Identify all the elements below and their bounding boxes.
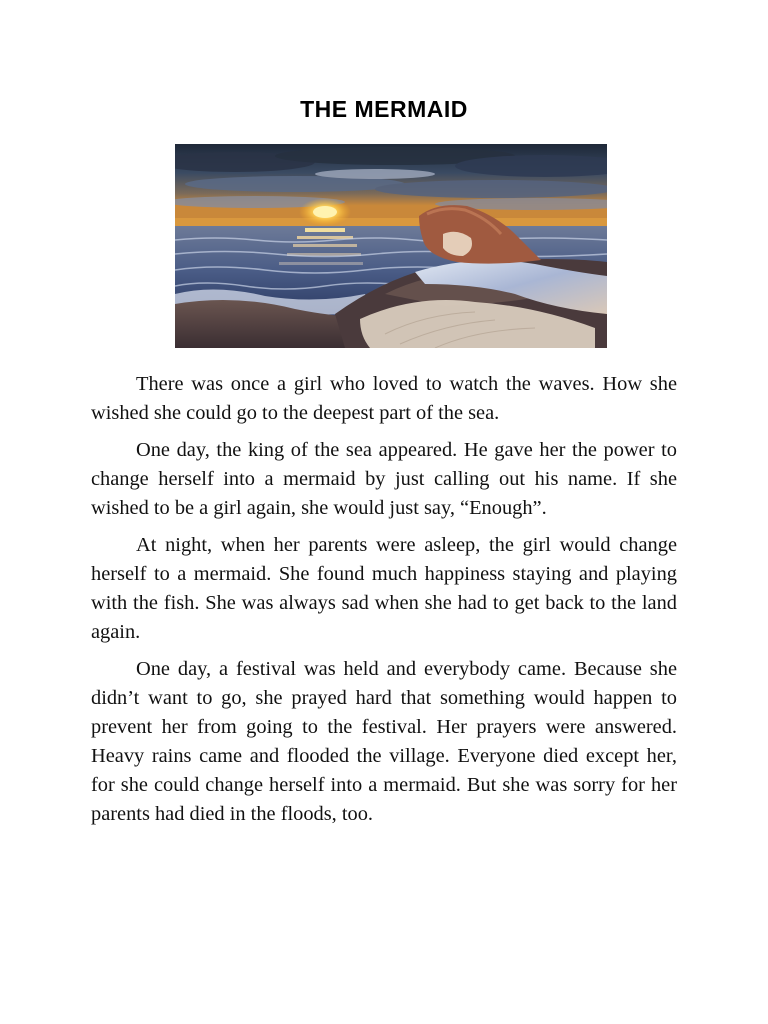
page-title: THE MERMAID (300, 96, 468, 122)
story-paragraph-1: There was once a girl who loved to watch the waves. How she wished she could go to the deepest part of the sea. (91, 373, 677, 424)
story-paragraph-2: One day, the king of the sea appeared. He gave her the power to change herself into a mermaid by just calling out his name. If she wished to be a girl again, she would just say, “Enough”. (91, 439, 677, 519)
story-paragraph-4: One day, a festival was held and everybody came. Because she didn’t want to go, she prayed hard that something would happen to prevent her from going to the festival. Her prayers were answered. Heavy rains came and flooded the village. Everyone died except her, for she could change herself into a mermaid. But she was sorry for her parents had died in the floods, too. (91, 658, 677, 825)
mermaid-sunset-illustration (175, 144, 607, 348)
story-paragraph-3: At night, when her parents were asleep, the girl would change herself to a mermaid. She found much happiness staying and playing with the fish. She was always sad when she had to get back to the land again. (91, 534, 677, 643)
story-text (91, 370, 677, 837)
